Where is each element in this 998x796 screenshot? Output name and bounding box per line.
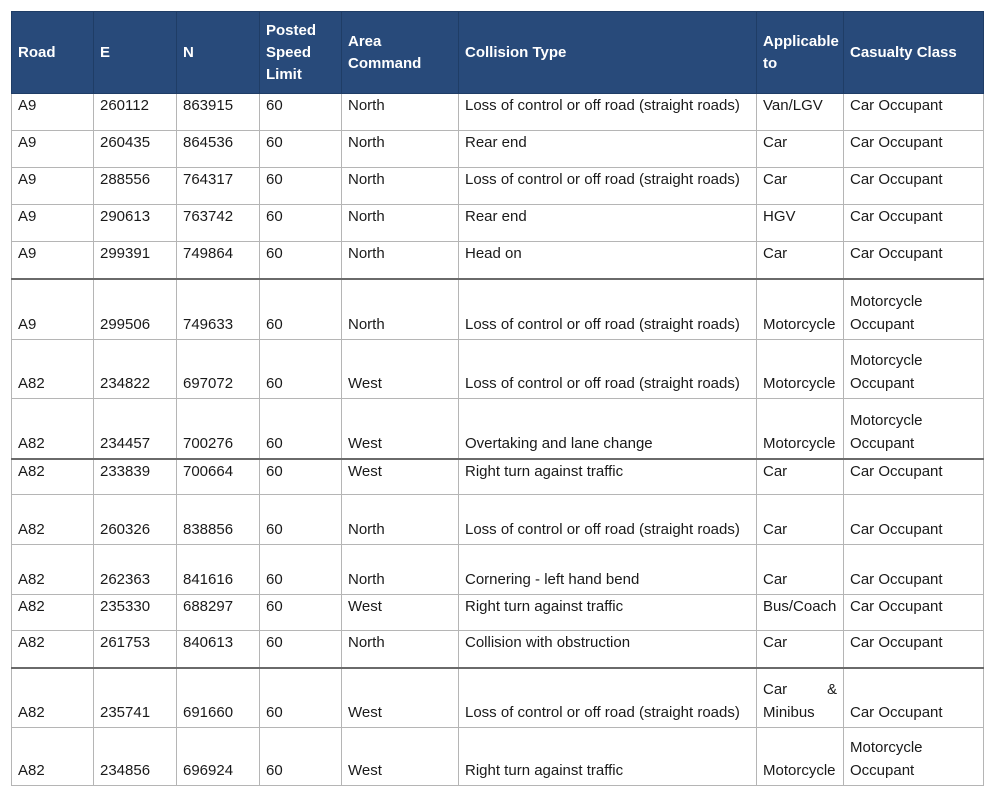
cell-speed-limit: 60 — [260, 340, 342, 399]
cell-easting: 261753 — [94, 631, 177, 668]
table-row — [12, 94, 984, 131]
table-row — [12, 168, 984, 205]
cell-casualty-class: Motorcycle Occupant — [844, 728, 984, 786]
cell-area-command: West — [342, 728, 459, 786]
cell-northing: 840613 — [177, 631, 260, 668]
cell-casualty-class: Car Occupant — [844, 459, 984, 495]
cell-casualty-class: Car Occupant — [844, 595, 984, 631]
cell-road: A82 — [12, 545, 94, 595]
cell-casualty-class: Car Occupant — [844, 495, 984, 545]
cell-northing: 697072 — [177, 340, 260, 399]
cell-speed-limit: 60 — [260, 94, 342, 131]
cell-speed-limit: 60 — [260, 631, 342, 668]
cell-collision-type: Overtaking and lane change — [459, 399, 757, 459]
cell-road: A82 — [12, 668, 94, 728]
cell-road: A9 — [12, 242, 94, 279]
cell-easting: 288556 — [94, 168, 177, 205]
header-applicable-to: Applicable to — [757, 12, 844, 94]
cell-easting: 260435 — [94, 131, 177, 168]
cell-applicable-to: Bus/Coach — [757, 595, 844, 631]
cell-area-command: West — [342, 459, 459, 495]
cell-easting: 233839 — [94, 459, 177, 495]
cell-speed-limit: 60 — [260, 728, 342, 786]
cell-easting: 235741 — [94, 668, 177, 728]
table-row — [12, 131, 984, 168]
cell-northing: 696924 — [177, 728, 260, 786]
cell-collision-type: Rear end — [459, 205, 757, 242]
cell-casualty-class: Car Occupant — [844, 205, 984, 242]
table-row — [12, 495, 984, 545]
cell-area-command: North — [342, 545, 459, 595]
cell-area-command: North — [342, 131, 459, 168]
cell-northing: 864536 — [177, 131, 260, 168]
table-row — [12, 668, 984, 728]
cell-area-command: West — [342, 399, 459, 459]
table-row — [12, 242, 984, 279]
cell-road: A82 — [12, 459, 94, 495]
cell-northing: 691660 — [177, 668, 260, 728]
cell-speed-limit: 60 — [260, 595, 342, 631]
cell-casualty-class: Car Occupant — [844, 668, 984, 728]
table-row — [12, 728, 984, 786]
cell-area-command: West — [342, 340, 459, 399]
cell-northing: 749633 — [177, 279, 260, 340]
cell-applicable-to: Car — [757, 459, 844, 495]
cell-area-command: North — [342, 495, 459, 545]
table-row — [12, 205, 984, 242]
cell-speed-limit: 60 — [260, 131, 342, 168]
cell-easting: 299506 — [94, 279, 177, 340]
cell-applicable-to: Motorcycle — [757, 399, 844, 459]
table-row — [12, 340, 984, 399]
cell-collision-type: Rear end — [459, 131, 757, 168]
cell-collision-type: Loss of control or off road (straight roads) — [459, 340, 757, 399]
cell-easting: 290613 — [94, 205, 177, 242]
cell-casualty-class: Car Occupant — [844, 631, 984, 668]
cell-northing: 841616 — [177, 545, 260, 595]
header-row — [12, 12, 984, 94]
cell-road: A9 — [12, 205, 94, 242]
cell-speed-limit: 60 — [260, 242, 342, 279]
cell-easting: 260326 — [94, 495, 177, 545]
cell-area-command: North — [342, 205, 459, 242]
cell-collision-type: Cornering - left hand bend — [459, 545, 757, 595]
cell-collision-type: Right turn against traffic — [459, 459, 757, 495]
cell-easting: 234457 — [94, 399, 177, 459]
cell-area-command: North — [342, 631, 459, 668]
cell-area-command: West — [342, 595, 459, 631]
cell-speed-limit: 60 — [260, 399, 342, 459]
cell-speed-limit: 60 — [260, 168, 342, 205]
table-row — [12, 459, 984, 495]
cell-collision-type: Loss of control or off road (straight roads) — [459, 94, 757, 131]
cell-northing: 700276 — [177, 399, 260, 459]
cell-casualty-class: Car Occupant — [844, 242, 984, 279]
cell-northing: 688297 — [177, 595, 260, 631]
cell-casualty-class: Car Occupant — [844, 168, 984, 205]
table-row — [12, 399, 984, 459]
header-easting: E — [94, 12, 177, 94]
header-road: Road — [12, 12, 94, 94]
cell-road: A82 — [12, 728, 94, 786]
header-collision-type: Collision Type — [459, 12, 757, 94]
cell-applicable-to: Car — [757, 242, 844, 279]
cell-northing: 838856 — [177, 495, 260, 545]
cell-casualty-class: Car Occupant — [844, 131, 984, 168]
cell-speed-limit: 60 — [260, 545, 342, 595]
cell-speed-limit: 60 — [260, 668, 342, 728]
cell-casualty-class: Motorcycle Occupant — [844, 399, 984, 459]
cell-collision-type: Right turn against traffic — [459, 728, 757, 786]
cell-speed-limit: 60 — [260, 279, 342, 340]
cell-casualty-class: Car Occupant — [844, 94, 984, 131]
cell-collision-type: Collision with obstruction — [459, 631, 757, 668]
cell-collision-type: Loss of control or off road (straight roads) — [459, 668, 757, 728]
cell-applicable-to: Car — [757, 545, 844, 595]
cell-applicable-to: Motorcycle — [757, 340, 844, 399]
cell-road: A82 — [12, 631, 94, 668]
cell-casualty-class: Car Occupant — [844, 545, 984, 595]
cell-easting: 235330 — [94, 595, 177, 631]
header-casualty-class: Casualty Class — [844, 12, 984, 94]
cell-speed-limit: 60 — [260, 495, 342, 545]
cell-applicable-to: HGV — [757, 205, 844, 242]
cell-collision-type: Loss of control or off road (straight roads) — [459, 495, 757, 545]
cell-road: A82 — [12, 595, 94, 631]
cell-road: A82 — [12, 495, 94, 545]
cell-applicable-to: Car & Minibus — [757, 668, 844, 728]
cell-applicable-to: Van/LGV — [757, 94, 844, 131]
header-area-command: Area Command — [342, 12, 459, 94]
table-row — [12, 595, 984, 631]
cell-casualty-class: Motorcycle Occupant — [844, 279, 984, 340]
table-row — [12, 279, 984, 340]
cell-applicable-to: Car — [757, 131, 844, 168]
cell-collision-type: Head on — [459, 242, 757, 279]
cell-easting: 234856 — [94, 728, 177, 786]
table-row — [12, 631, 984, 668]
cell-northing: 700664 — [177, 459, 260, 495]
cell-road: A9 — [12, 94, 94, 131]
cell-road: A82 — [12, 340, 94, 399]
cell-applicable-to: Car — [757, 168, 844, 205]
cell-area-command: North — [342, 242, 459, 279]
cell-collision-type: Right turn against traffic — [459, 595, 757, 631]
cell-speed-limit: 60 — [260, 459, 342, 495]
cell-road: A9 — [12, 131, 94, 168]
cell-applicable-to: Motorcycle — [757, 279, 844, 340]
cell-northing: 764317 — [177, 168, 260, 205]
cell-applicable-to: Motorcycle — [757, 728, 844, 786]
cell-area-command: North — [342, 94, 459, 131]
header-northing: N — [177, 12, 260, 94]
cell-collision-type: Loss of control or off road (straight roads) — [459, 168, 757, 205]
table-body — [12, 94, 984, 786]
cell-casualty-class: Motorcycle Occupant — [844, 340, 984, 399]
cell-road: A9 — [12, 279, 94, 340]
cell-area-command: North — [342, 168, 459, 205]
cell-easting: 299391 — [94, 242, 177, 279]
cell-collision-type: Loss of control or off road (straight roads) — [459, 279, 757, 340]
cell-northing: 763742 — [177, 205, 260, 242]
cell-road: A9 — [12, 168, 94, 205]
cell-easting: 260112 — [94, 94, 177, 131]
cell-road: A82 — [12, 399, 94, 459]
cell-applicable-to: Car — [757, 495, 844, 545]
cell-northing: 863915 — [177, 94, 260, 131]
collision-table — [11, 11, 984, 786]
cell-applicable-to: Car — [757, 631, 844, 668]
cell-area-command: North — [342, 279, 459, 340]
cell-area-command: West — [342, 668, 459, 728]
cell-northing: 749864 — [177, 242, 260, 279]
cell-easting: 262363 — [94, 545, 177, 595]
header-speed-limit: Posted Speed Limit — [260, 12, 342, 94]
cell-speed-limit: 60 — [260, 205, 342, 242]
table-row — [12, 545, 984, 595]
cell-easting: 234822 — [94, 340, 177, 399]
